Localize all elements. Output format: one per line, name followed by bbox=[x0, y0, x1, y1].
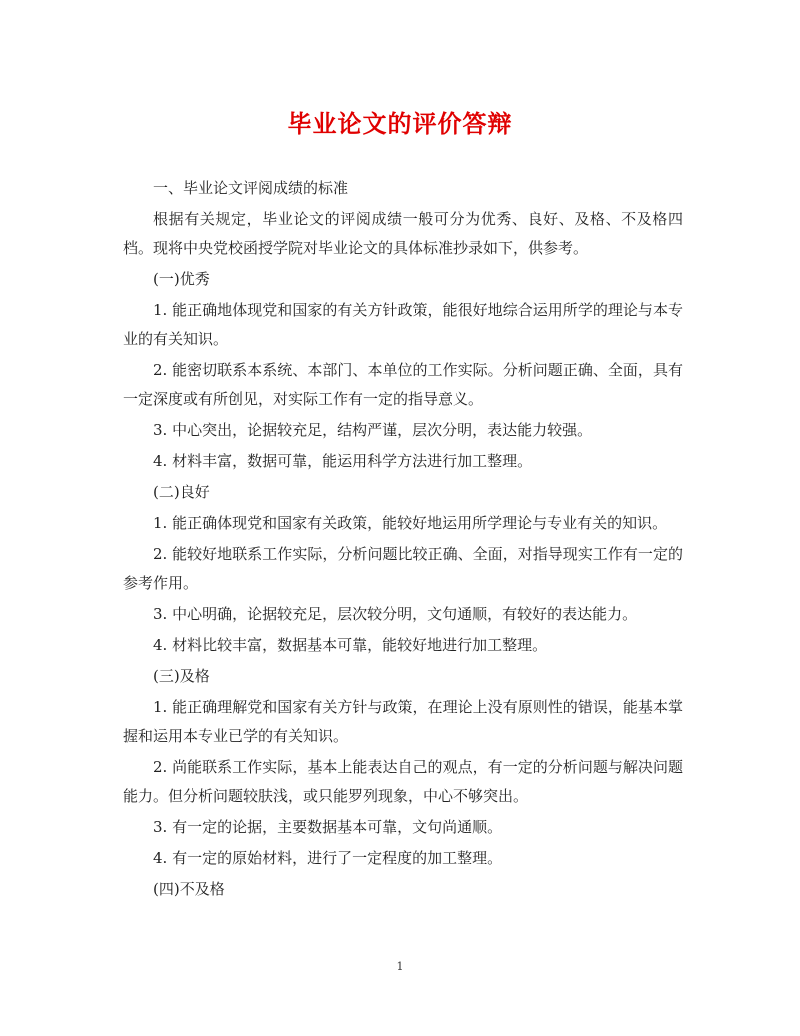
excellent-item-3: 3. 中心突出，论据较充足，结构严谨，层次分明，表达能力较强。 bbox=[153, 421, 593, 439]
grade-heading-fail: (四)不及格 bbox=[153, 880, 225, 898]
grade-heading-good: (二)良好 bbox=[153, 483, 210, 501]
section-heading: 一、毕业论文评阅成绩的标准 bbox=[153, 179, 349, 197]
grade-heading-excellent: (一)优秀 bbox=[153, 270, 210, 288]
excellent-item-1: 1. 能正确地体现党和国家的有关方针政策，能很好地综合运用所学的理论与本专业的有关知识。 bbox=[123, 301, 683, 348]
pass-item-1: 1. 能正确理解党和国家有关方针与政策，在理论上没有原则性的错误，能基本掌握和运用本专业已学的有关知识。 bbox=[123, 698, 683, 745]
excellent-item-2: 2. 能密切联系本系统、本部门、本单位的工作实际。分析问题正确、全面，具有一定深度或有所创见，对实际工作有一定的指导意义。 bbox=[123, 361, 683, 408]
page-number: 1 bbox=[396, 960, 404, 973]
grade-heading-pass: (三)及格 bbox=[153, 667, 210, 685]
pass-item-3: 3. 有一定的论据，主要数据基本可靠，文句尚通顺。 bbox=[153, 818, 503, 836]
document-body bbox=[123, 174, 683, 904]
good-item-3: 3. 中心明确，论据较充足，层次较分明，文句通顺，有较好的表达能力。 bbox=[153, 605, 638, 623]
good-item-4: 4. 材料比较丰富，数据基本可靠，能较好地进行加工整理。 bbox=[153, 636, 548, 654]
good-item-2: 2. 能较好地联系工作实际，分析问题比较正确、全面，对指导现实工作有一定的参考作用。 bbox=[123, 545, 683, 592]
intro-paragraph: 根据有关规定，毕业论文的评阅成绩一般可分为优秀、良好、及格、不及格四档。现将中央党校函授学院对毕业论文的具体标准抄录如下，供参考。 bbox=[123, 210, 683, 257]
pass-item-4: 4. 有一定的原始材料，进行了一定程度的加工整理。 bbox=[153, 849, 503, 867]
document-title: 毕业论文的评价答辩 bbox=[287, 109, 513, 138]
good-item-1: 1. 能正确体现党和国家有关政策，能较好地运用所学理论与专业有关的知识。 bbox=[153, 514, 668, 532]
excellent-item-4: 4. 材料丰富，数据可靠，能运用科学方法进行加工整理。 bbox=[153, 452, 533, 470]
pass-item-2: 2. 尚能联系工作实际，基本上能表达自己的观点，有一定的分析问题与解决问题能力。但分析问题较肤浅，或只能罗列现象，中心不够突出。 bbox=[123, 758, 683, 805]
